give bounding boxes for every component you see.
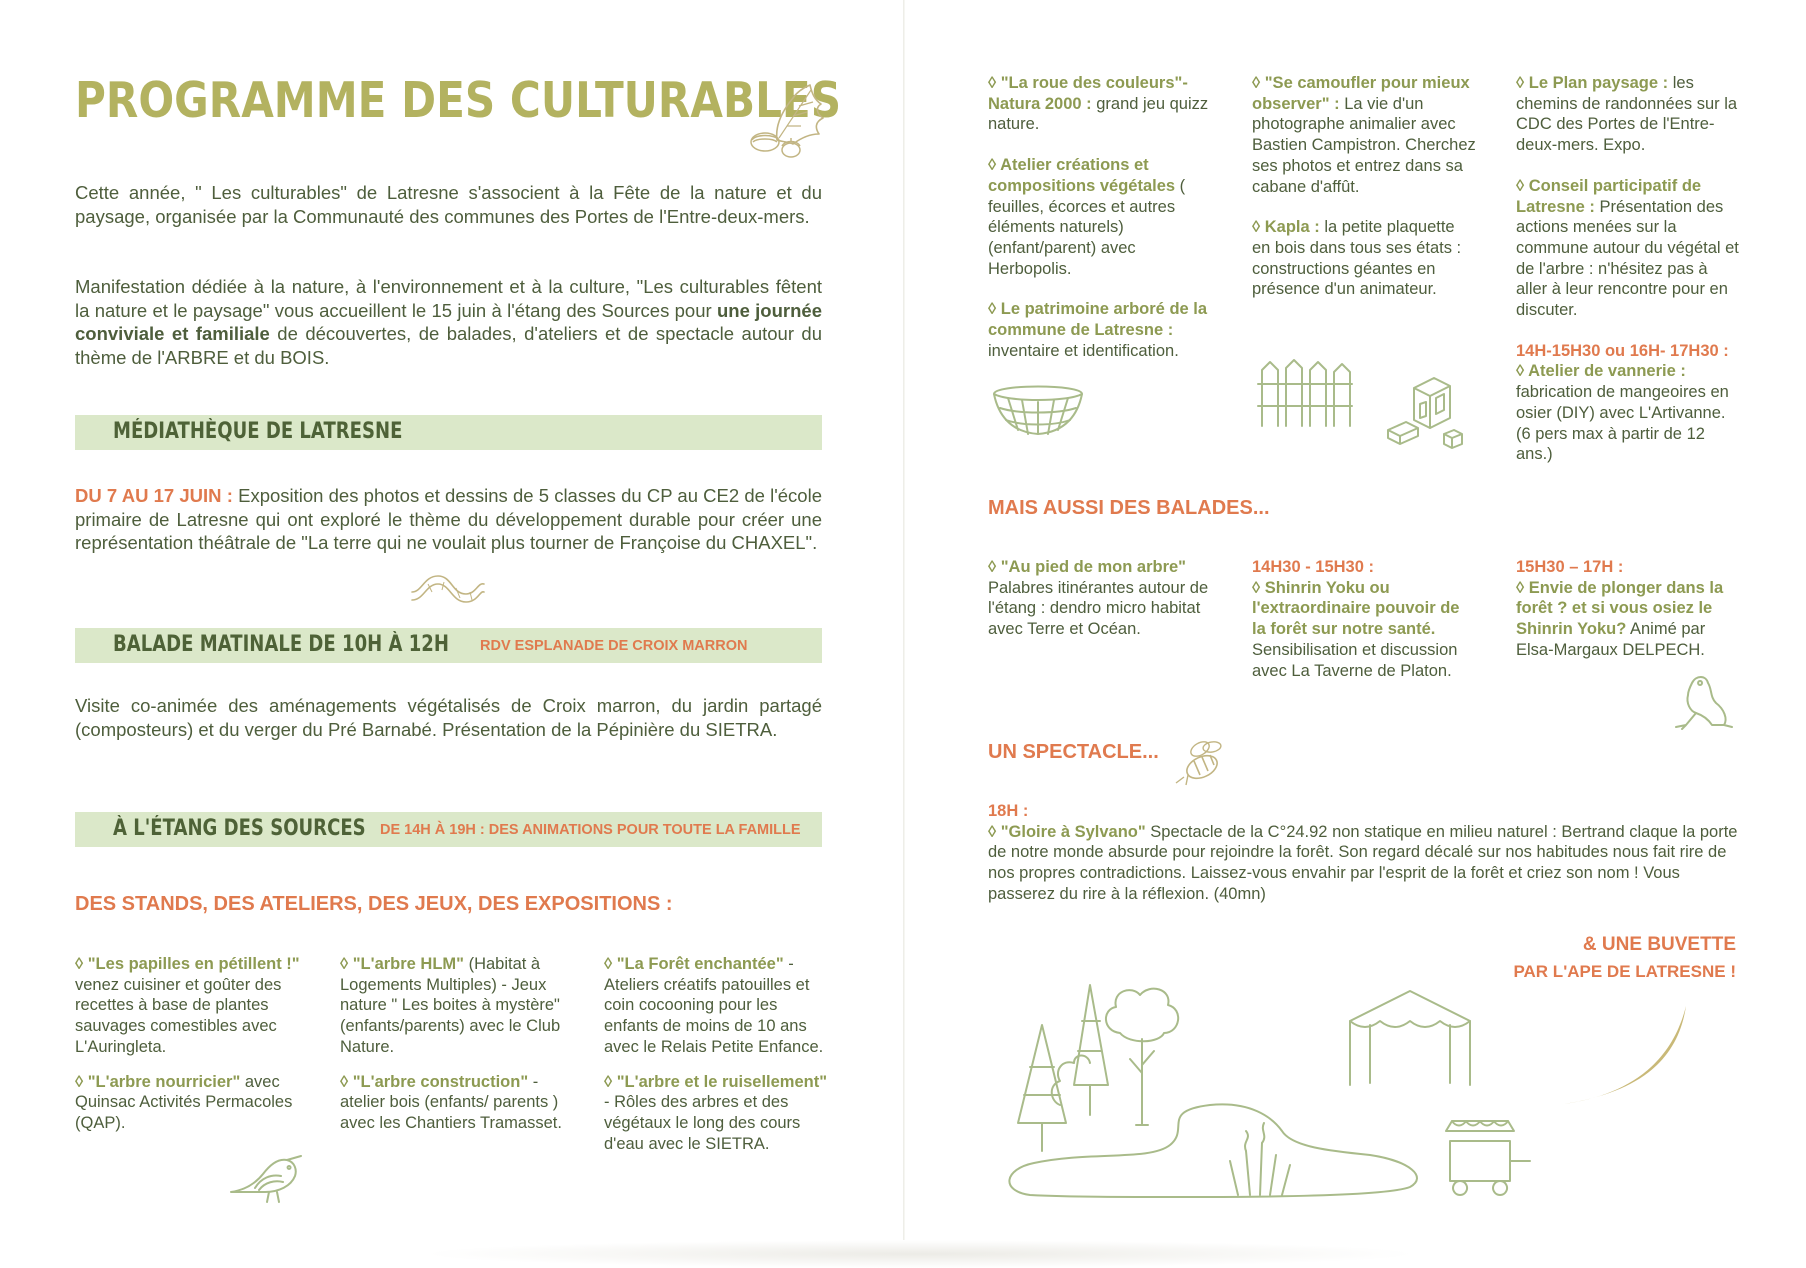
balade-title: ◊ Shinrin Yoku ou l'extraordinaire pouvoir de la forêt sur notre santé. <box>1252 578 1460 639</box>
activity-item: ◊ "L'arbre HLM" (Habitat à Logements Multiples) - Jeux nature " Les boites à mystère" (enfants/parents) avec le Club Nature. <box>340 955 561 1056</box>
section-sub-balade: RDV ESPLANADE DE CROIX MARRON <box>480 638 748 654</box>
balades-heading: MAIS AUSSI DES BALADES... <box>988 497 1270 519</box>
spectacle-text: Spectacle de la C°24.92 non statique en milieu naturel : Bertrand claque la porte de notre monde absurde pour rejoindre la forêt. Son regard décalé sur nos habitudes nous fait rire de nos propres contradictions. Laissez-vous envahir par l'esprit de la forêt et criez son nom ! Vous passerez du rire à la réflexion. (40mn) <box>988 822 1738 903</box>
fence-icon <box>1254 356 1354 428</box>
intro-text-a: Manifestation dédiée à la nature, à l'environnement et à la culture, "Les culturables fêtent la nature et le paysage" vous accueillent le 15 juin à l'étang des Sources pour <box>75 276 822 321</box>
activity-item: ◊ Le patrimoine arboré de la commune de Latresne : inventaire et identification. <box>988 300 1208 360</box>
expo-paragraph <box>75 484 822 555</box>
left-column-1 <box>75 954 305 1148</box>
balade-text: Animé par Elsa-Margaux DELPECH. <box>1516 620 1706 659</box>
activity-item: ◊ "La roue des couleurs"- Natura 2000 : grand jeu quizz nature. <box>988 74 1209 134</box>
section-title-mediatheque: MÉDIATHÈQUE DE LATRESNE <box>113 419 403 444</box>
balade-title: ◊ "Au pied de mon arbre" <box>988 558 1186 576</box>
activity-item: ◊ Atelier créations et compositions végétales ( feuilles, écorces et autres éléments naturels) (enfant/parent) avec Herbopolis. <box>988 156 1186 278</box>
balade-time: 15H30 – 17H : <box>1516 558 1624 576</box>
section-bar-mediatheque <box>75 415 822 450</box>
intro-paragraph-2 <box>75 275 822 369</box>
intro-paragraph-1: Cette année, " Les culturables" de Latresne s'associent à la Fête de la nature et du paysage, organisée par la Communauté des communes des Portes de l'Entre-deux-mers. <box>75 182 822 227</box>
section-bar-balade <box>75 628 822 663</box>
fold-shadow <box>420 1240 1420 1268</box>
swoosh-decoration <box>1560 1000 1700 1110</box>
right-column-3 <box>1516 73 1741 479</box>
section-title-balade: BALADE MATINALE DE 10H À 12H <box>113 632 449 657</box>
vannerie-time: 14H-15H30 ou 16H- 17H30 : <box>1516 341 1729 360</box>
activity-item: ◊ "Se camoufler pour mieux observer" : La vie d'un photographe animalier avec Bastien Campistron. Cherchez ses photos et entrez dans sa cabane d'affût. <box>1252 74 1476 196</box>
right-column-2 <box>1252 73 1477 314</box>
landscape-illustration <box>990 955 1580 1200</box>
balade-item-1 <box>988 557 1216 640</box>
activity-item: ◊ "L'arbre et le ruisellement" - Rôles des arbres et des végétaux le long des cours d'eau avec le SIETRA. <box>604 1072 828 1153</box>
oak-leaf-acorn-icon <box>735 80 830 160</box>
activity-item: ◊ "La Forêt enchantée" - Ateliers créatifs patouilles et coin cocooning pour les enfants de moins de 10 ans avec le Relais Petite Enfance. <box>604 955 824 1056</box>
balade-item-3 <box>1516 557 1741 661</box>
intro-highlight: une journée conviviale et familiale <box>75 299 822 344</box>
balade-item-2 <box>1252 557 1477 681</box>
blocks-icon <box>1384 368 1464 450</box>
activity-item: ◊ "Les papilles en pétillent !" venez cuisiner et goûter des recettes à base de plantes sauvages comestibles avec L'Auringleta. <box>75 955 300 1056</box>
balade-text: Palabres itinérantes autour de l'étang : dendro micro habitat avec Terre et Océan. <box>988 578 1209 639</box>
spectacle-time: 18H : <box>988 802 1029 820</box>
activity-item: ◊ "L'arbre nourricier" avec Quinsac Activités Permacoles (QAP). <box>75 1072 293 1132</box>
activity-item: ◊ Le Plan paysage : les chemins de randonnées sur la CDC des Portes de l'Entre-deux-mers. Expo. <box>1516 74 1738 155</box>
expo-date: DU 7 AU 17 JUIN : <box>75 485 233 506</box>
right-column-1 <box>988 73 1216 375</box>
balade-text: Sensibilisation et discussion avec La Taverne de Platon. <box>1252 640 1458 680</box>
spectacle-block <box>988 801 1740 905</box>
worm-icon <box>408 562 488 604</box>
spectacle-heading: UN SPECTACLE... <box>988 741 1159 763</box>
left-column-2 <box>340 954 570 1148</box>
section-title-etang: À L'ÉTANG DES SOURCES <box>113 816 366 841</box>
buvette-line-1: & UNE BUVETTE <box>1582 934 1736 955</box>
vannerie-item: 14H-15H30 ou 16H- 17H30 : ◊ Atelier de vannerie : fabrication de mangeoires en osier (DIY) avec L'Artivanne. (6 pers max à partir de 12 ans.) <box>1516 341 1741 465</box>
activity-item: ◊ Conseil participatif de Latresne : Présentation des actions menées sur la commune autour du végétal et de l'arbre : n'hésitez pas à aller à leur rencontre pour en discuter. <box>1516 176 1739 320</box>
expo-text: Exposition des photos et dessins de 5 classes du CP au CE2 de l'école primaire de Latresne qui ont exploré le thème du développement durable pour créer une représentation théâtrale de "La terre qui ne voulait plus tourner de Françoise du CHAXEL". <box>75 485 822 553</box>
bee-icon <box>1172 735 1232 787</box>
basket-icon <box>988 378 1088 440</box>
page-title: PROGRAMME DES CULTURABLES <box>75 72 842 129</box>
balade-time: 14H30 - 15H30 : <box>1252 558 1374 576</box>
frog-icon <box>1672 673 1734 731</box>
activity-item: ◊ Kapla : la petite plaquette en bois dans tous ses états : constructions géantes en présence d'un animateur. <box>1252 218 1462 299</box>
section-bar-etang <box>75 812 822 847</box>
spectacle-title: ◊ "Gloire à Sylvano" <box>988 822 1146 841</box>
activity-item: ◊ "L'arbre construction" - atelier bois (enfants/ parents ) avec les Chantiers Tramasset. <box>340 1072 562 1132</box>
section-sub-etang: DE 14H À 19H : DES ANIMATIONS POUR TOUTE LA FAMILLE <box>380 822 801 838</box>
stands-heading: DES STANDS, DES ATELIERS, DES JEUX, DES EXPOSITIONS : <box>75 893 673 915</box>
balade-title: ◊ Envie de plonger dans la forêt ? et si vous osiez le Shinrin Yoku? <box>1516 578 1724 639</box>
bird-icon <box>225 1140 305 1205</box>
buvette-line-2: PAR L'APE DE LATRESNE ! <box>1513 962 1736 981</box>
intro-text-b: de découvertes, de balades, d'ateliers et de spectacle autour du thème de l'ARBRE et du BOIS. <box>75 323 823 368</box>
balade-paragraph: Visite co-animée des aménagements végétalisés de Croix marron, du jardin partagé (composteurs) et du verger du Pré Barnabé. Présentation de la Pépinière du SIETRA. <box>75 695 822 740</box>
page-fold <box>903 0 905 1268</box>
left-column-3 <box>604 954 829 1168</box>
